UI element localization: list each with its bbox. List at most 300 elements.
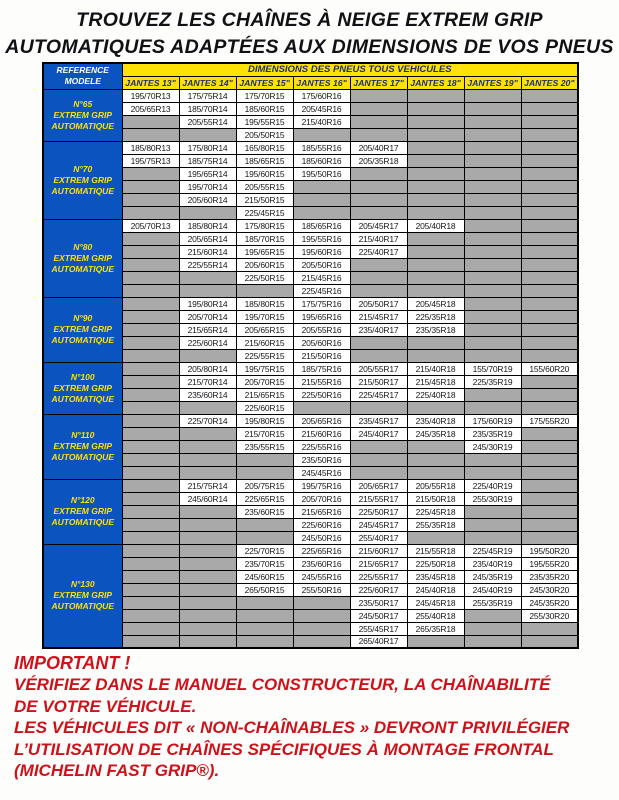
tire-size-cell: 225/45R18	[407, 505, 464, 518]
empty-cell	[122, 323, 179, 336]
warning-text	[14, 652, 614, 782]
tire-size-cell: 235/45R17	[350, 414, 407, 427]
model-cell	[43, 544, 122, 648]
tire-size-cell: 215/45R18	[407, 375, 464, 388]
empty-cell	[293, 635, 350, 648]
tire-size-cell: 215/70R15	[236, 427, 293, 440]
empty-cell	[350, 167, 407, 180]
tire-size-cell: 245/40R19	[464, 583, 521, 596]
tire-size-cell: 245/50R16	[293, 531, 350, 544]
tire-size-cell: 205/45R16	[293, 102, 350, 115]
tire-size-cell: 225/45R15	[236, 206, 293, 219]
table-row	[43, 89, 578, 102]
tire-size-cell: 215/65R14	[179, 323, 236, 336]
empty-cell	[464, 323, 521, 336]
warning-line-4: L’UTILISATION DE CHAÎNES SPÉCIFIQUES À MONTAGE FRONTAL	[14, 739, 554, 759]
empty-cell	[293, 180, 350, 193]
tire-size-cell: 205/80R14	[179, 362, 236, 375]
tire-size-cell: 185/55R16	[293, 141, 350, 154]
table-row	[43, 323, 578, 336]
warning-line-3: LES VÉHICULES DIT « NON-CHAÎNABLES » DEVRONT PRIVILÉGIER	[14, 718, 570, 737]
tire-size-cell: 225/65R16	[293, 544, 350, 557]
empty-cell	[407, 232, 464, 245]
model-cell	[43, 297, 122, 362]
tire-size-cell: 245/45R18	[407, 596, 464, 609]
tire-size-cell: 235/50R17	[350, 596, 407, 609]
empty-cell	[464, 245, 521, 258]
empty-cell	[122, 180, 179, 193]
empty-cell	[521, 635, 578, 648]
empty-cell	[464, 310, 521, 323]
empty-cell	[293, 609, 350, 622]
empty-cell	[179, 466, 236, 479]
empty-cell	[236, 596, 293, 609]
tire-size-cell: 245/35R20	[521, 596, 578, 609]
tire-table-body	[43, 89, 578, 648]
empty-cell	[122, 206, 179, 219]
empty-cell	[407, 401, 464, 414]
empty-cell	[122, 635, 179, 648]
empty-cell	[464, 167, 521, 180]
reference-header-line2: MODELE	[64, 76, 101, 87]
table-row	[43, 362, 578, 375]
empty-cell	[521, 167, 578, 180]
empty-cell	[521, 219, 578, 232]
table-header-row-2	[43, 76, 578, 89]
empty-cell	[407, 466, 464, 479]
empty-cell	[293, 206, 350, 219]
tire-size-cell: 235/55R15	[236, 440, 293, 453]
tire-size-cell: 195/60R16	[293, 245, 350, 258]
empty-cell	[521, 310, 578, 323]
tire-size-cell: 215/55R17	[350, 492, 407, 505]
empty-cell	[407, 167, 464, 180]
model-cell	[43, 414, 122, 479]
table-row	[43, 245, 578, 258]
model-number: N°110	[71, 430, 95, 440]
empty-cell	[122, 128, 179, 141]
tire-size-cell: 205/40R18	[407, 219, 464, 232]
tire-size-cell: 225/55R15	[236, 349, 293, 362]
empty-cell	[407, 89, 464, 102]
tire-size-cell: 215/50R16	[293, 349, 350, 362]
empty-cell	[521, 297, 578, 310]
table-row	[43, 596, 578, 609]
empty-cell	[293, 596, 350, 609]
empty-cell	[350, 206, 407, 219]
empty-cell	[122, 336, 179, 349]
warning-line-1: VÉRIFIEZ DANS LE MANUEL CONSTRUCTEUR, LA CHAÎNABILITÉ	[14, 675, 551, 694]
tire-size-cell: 235/40R19	[464, 557, 521, 570]
table-row	[43, 128, 578, 141]
model-cell	[43, 362, 122, 414]
tire-size-cell: 205/70R16	[293, 492, 350, 505]
tire-size-cell: 245/40R18	[407, 583, 464, 596]
table-row	[43, 518, 578, 531]
empty-cell	[521, 102, 578, 115]
empty-cell	[464, 115, 521, 128]
tire-size-cell: 205/55R15	[236, 180, 293, 193]
empty-cell	[407, 128, 464, 141]
empty-cell	[122, 115, 179, 128]
tire-size-cell: 195/75R16	[293, 479, 350, 492]
empty-cell	[464, 609, 521, 622]
tire-size-cell: 225/50R18	[407, 557, 464, 570]
tire-size-cell: 225/60R17	[350, 583, 407, 596]
tire-size-cell: 195/70R15	[236, 310, 293, 323]
tire-size-cell: 215/40R17	[350, 232, 407, 245]
empty-cell	[521, 622, 578, 635]
tire-size-cell: 225/70R14	[179, 414, 236, 427]
table-row	[43, 219, 578, 232]
empty-cell	[521, 492, 578, 505]
tire-size-cell: 235/35R18	[407, 323, 464, 336]
empty-cell	[179, 544, 236, 557]
empty-cell	[464, 180, 521, 193]
model-subtitle-1: EXTREM GRIP	[53, 441, 113, 451]
tire-size-cell: 255/30R20	[521, 609, 578, 622]
empty-cell	[464, 349, 521, 362]
empty-cell	[122, 622, 179, 635]
empty-cell	[350, 180, 407, 193]
tire-size-cell: 195/65R15	[236, 245, 293, 258]
empty-cell	[350, 258, 407, 271]
table-row	[43, 440, 578, 453]
table-row	[43, 492, 578, 505]
tire-size-cell: 205/45R17	[350, 219, 407, 232]
empty-cell	[122, 544, 179, 557]
empty-cell	[179, 557, 236, 570]
table-row	[43, 388, 578, 401]
empty-cell	[122, 453, 179, 466]
empty-cell	[521, 271, 578, 284]
tire-size-cell: 225/55R17	[350, 570, 407, 583]
tire-size-cell: 175/75R16	[293, 297, 350, 310]
empty-cell	[122, 570, 179, 583]
tire-size-cell: 225/50R16	[293, 388, 350, 401]
empty-cell	[122, 427, 179, 440]
tire-size-cell: 175/80R15	[236, 219, 293, 232]
tire-size-cell: 175/70R15	[236, 89, 293, 102]
empty-cell	[179, 505, 236, 518]
empty-cell	[122, 349, 179, 362]
tire-size-cell: 225/45R19	[464, 544, 521, 557]
page-title-line1: TROUVEZ LES CHAÎNES À NEIGE EXTREM GRIP	[76, 9, 543, 31]
tire-size-cell: 225/35R19	[464, 375, 521, 388]
tire-size-cell: 215/55R18	[407, 544, 464, 557]
empty-cell	[122, 284, 179, 297]
empty-cell	[122, 258, 179, 271]
table-row	[43, 453, 578, 466]
empty-cell	[407, 102, 464, 115]
tire-size-cell: 205/70R15	[236, 375, 293, 388]
empty-cell	[464, 89, 521, 102]
tire-size-cell: 205/45R18	[407, 297, 464, 310]
table-row	[43, 349, 578, 362]
tire-size-cell: 245/60R14	[179, 492, 236, 505]
tire-size-cell: 205/50R15	[236, 128, 293, 141]
table-row	[43, 583, 578, 596]
empty-cell	[179, 206, 236, 219]
table-row	[43, 310, 578, 323]
empty-cell	[407, 141, 464, 154]
tire-size-cell: 215/50R15	[236, 193, 293, 206]
tire-size-cell: 195/50R16	[293, 167, 350, 180]
table-row	[43, 102, 578, 115]
empty-cell	[521, 505, 578, 518]
tire-size-cell: 265/50R15	[236, 583, 293, 596]
tire-size-cell: 195/80R15	[236, 414, 293, 427]
table-row	[43, 206, 578, 219]
table-row	[43, 141, 578, 154]
empty-cell	[464, 258, 521, 271]
tire-size-cell: 205/40R17	[350, 141, 407, 154]
table-row	[43, 557, 578, 570]
empty-cell	[122, 245, 179, 258]
empty-cell	[122, 414, 179, 427]
empty-cell	[350, 401, 407, 414]
tire-size-cell: 185/60R15	[236, 102, 293, 115]
empty-cell	[293, 401, 350, 414]
empty-cell	[521, 284, 578, 297]
tire-size-cell: 175/80R14	[179, 141, 236, 154]
empty-cell	[122, 505, 179, 518]
empty-cell	[122, 310, 179, 323]
column-header-jantes-14: JANTES 14"	[179, 76, 236, 89]
model-number: N°70	[73, 163, 93, 174]
model-subtitle-1: EXTREM GRIP	[53, 590, 113, 601]
model-subtitle-1: EXTREM GRIP	[53, 382, 113, 393]
tire-size-cell: 195/65R16	[293, 310, 350, 323]
empty-cell	[179, 596, 236, 609]
empty-cell	[122, 375, 179, 388]
tire-size-cell: 205/60R14	[179, 193, 236, 206]
tire-size-cell: 245/40R17	[350, 427, 407, 440]
tire-size-cell: 205/55R18	[407, 479, 464, 492]
empty-cell	[350, 271, 407, 284]
tire-size-cell: 195/55R15	[236, 115, 293, 128]
table-row	[43, 193, 578, 206]
empty-cell	[407, 284, 464, 297]
empty-cell	[179, 622, 236, 635]
tire-size-cell: 215/60R14	[179, 245, 236, 258]
table-row	[43, 427, 578, 440]
empty-cell	[464, 518, 521, 531]
empty-cell	[464, 154, 521, 167]
tire-size-cell: 255/35R19	[464, 596, 521, 609]
empty-cell	[407, 271, 464, 284]
empty-cell	[407, 115, 464, 128]
model-subtitle-1: EXTREM GRIP	[53, 324, 113, 334]
empty-cell	[464, 232, 521, 245]
empty-cell	[464, 466, 521, 479]
empty-cell	[122, 297, 179, 310]
empty-cell	[464, 453, 521, 466]
table-row	[43, 271, 578, 284]
column-header-jantes-18: JANTES 18"	[407, 76, 464, 89]
empty-cell	[407, 635, 464, 648]
tire-size-cell: 155/70R19	[464, 362, 521, 375]
tire-size-cell: 215/50R17	[350, 375, 407, 388]
model-subtitle-1: EXTREM GRIP	[53, 252, 113, 263]
empty-cell	[179, 635, 236, 648]
empty-cell	[464, 622, 521, 635]
model-subtitle-2: AUTOMATIQUE	[51, 335, 114, 345]
table-row	[43, 180, 578, 193]
tire-size-cell: 205/65R15	[236, 323, 293, 336]
tire-size-cell: 185/75R14	[179, 154, 236, 167]
tire-size-cell: 205/50R17	[350, 297, 407, 310]
tire-size-cell: 255/40R18	[407, 609, 464, 622]
tire-size-cell: 205/70R13	[122, 219, 179, 232]
empty-cell	[122, 232, 179, 245]
tire-size-cell: 245/55R16	[293, 570, 350, 583]
tire-size-cell: 175/60R19	[464, 414, 521, 427]
empty-cell	[521, 206, 578, 219]
tire-size-cell: 235/35R20	[521, 570, 578, 583]
warning-line-2: DE VOTRE VÉHICULE.	[14, 696, 197, 716]
tire-size-cell: 205/65R17	[350, 479, 407, 492]
tire-size-cell: 195/65R14	[179, 167, 236, 180]
empty-cell	[236, 518, 293, 531]
tire-size-cell: 245/35R19	[464, 570, 521, 583]
empty-cell	[122, 388, 179, 401]
empty-cell	[464, 635, 521, 648]
tire-size-cell: 255/40R17	[350, 531, 407, 544]
table-row	[43, 167, 578, 180]
empty-cell	[521, 466, 578, 479]
model-cell	[43, 479, 122, 544]
tire-size-cell: 185/80R13	[122, 141, 179, 154]
empty-cell	[236, 622, 293, 635]
tire-size-cell: 235/60R16	[293, 557, 350, 570]
tire-size-cell: 225/55R14	[179, 258, 236, 271]
column-header-jantes-17: JANTES 17"	[350, 76, 407, 89]
model-subtitle-2: AUTOMATIQUE	[51, 120, 114, 131]
tire-size-cell: 245/35R18	[407, 427, 464, 440]
table-row	[43, 544, 578, 557]
empty-cell	[122, 596, 179, 609]
table-row	[43, 635, 578, 648]
tire-size-cell: 205/60R16	[293, 336, 350, 349]
empty-cell	[122, 466, 179, 479]
empty-cell	[350, 89, 407, 102]
empty-cell	[464, 505, 521, 518]
model-number: N°80	[73, 241, 93, 252]
tire-size-cell: 185/65R15	[236, 154, 293, 167]
tire-size-cell: 215/65R15	[236, 388, 293, 401]
empty-cell	[179, 583, 236, 596]
tire-size-cell: 225/60R15	[236, 401, 293, 414]
tire-size-cell: 235/40R17	[350, 323, 407, 336]
model-number: N°120	[70, 495, 95, 505]
table-row	[43, 297, 578, 310]
empty-cell	[179, 284, 236, 297]
empty-cell	[122, 583, 179, 596]
tire-size-cell: 205/65R13	[122, 102, 179, 115]
tire-size-cell: 225/35R18	[407, 310, 464, 323]
empty-cell	[179, 349, 236, 362]
empty-cell	[122, 531, 179, 544]
reference-modele-header	[43, 63, 122, 89]
column-header-jantes-20: JANTES 20"	[521, 76, 578, 89]
empty-cell	[122, 271, 179, 284]
tire-size-cell: 255/30R19	[464, 492, 521, 505]
tire-size-cell: 205/75R15	[236, 479, 293, 492]
tire-size-cell: 215/70R14	[179, 375, 236, 388]
tire-size-cell: 205/65R16	[293, 414, 350, 427]
empty-cell	[293, 622, 350, 635]
tire-size-cell: 205/55R16	[293, 323, 350, 336]
empty-cell	[179, 401, 236, 414]
tire-size-cell: 225/45R16	[293, 284, 350, 297]
empty-cell	[122, 401, 179, 414]
tire-size-cell: 195/55R16	[293, 232, 350, 245]
tire-size-cell: 245/30R19	[464, 440, 521, 453]
empty-cell	[521, 89, 578, 102]
empty-cell	[521, 154, 578, 167]
tire-size-cell: 185/65R16	[293, 219, 350, 232]
tire-size-cell: 215/55R16	[293, 375, 350, 388]
tire-size-cell: 215/45R17	[350, 310, 407, 323]
table-row	[43, 570, 578, 583]
empty-cell	[407, 440, 464, 453]
empty-cell	[236, 531, 293, 544]
tire-size-cell: 205/50R16	[293, 258, 350, 271]
empty-cell	[521, 258, 578, 271]
table-row	[43, 622, 578, 635]
column-header-jantes-15: JANTES 15"	[236, 76, 293, 89]
tire-size-cell: 195/70R14	[179, 180, 236, 193]
empty-cell	[521, 128, 578, 141]
empty-cell	[350, 115, 407, 128]
tire-size-cell: 225/50R15	[236, 271, 293, 284]
empty-cell	[521, 531, 578, 544]
model-subtitle-2: AUTOMATIQUE	[51, 263, 114, 274]
table-row	[43, 479, 578, 492]
tire-size-cell: 215/60R17	[350, 544, 407, 557]
empty-cell	[407, 206, 464, 219]
tire-size-cell: 205/55R17	[350, 362, 407, 375]
dimensions-header: DIMENSIONS DES PNEUS TOUS VEHICULES	[122, 63, 578, 76]
table-row	[43, 115, 578, 128]
tire-size-cell: 235/60R15	[236, 505, 293, 518]
tire-size-cell: 235/60R14	[179, 388, 236, 401]
empty-cell	[407, 180, 464, 193]
tire-size-cell: 185/70R14	[179, 102, 236, 115]
tire-size-cell: 205/35R18	[350, 154, 407, 167]
tire-size-cell: 155/60R20	[521, 362, 578, 375]
empty-cell	[521, 479, 578, 492]
empty-cell	[464, 297, 521, 310]
empty-cell	[179, 453, 236, 466]
empty-cell	[464, 102, 521, 115]
empty-cell	[407, 193, 464, 206]
tire-size-cell: 185/70R15	[236, 232, 293, 245]
empty-cell	[350, 440, 407, 453]
empty-cell	[464, 193, 521, 206]
empty-cell	[236, 284, 293, 297]
model-subtitle-2: AUTOMATIQUE	[51, 393, 114, 404]
tire-size-cell: 265/35R18	[407, 622, 464, 635]
table-row	[43, 609, 578, 622]
empty-cell	[122, 479, 179, 492]
empty-cell	[521, 427, 578, 440]
tire-size-cell: 225/60R14	[179, 336, 236, 349]
table-row	[43, 258, 578, 271]
tire-size-cell: 225/60R16	[293, 518, 350, 531]
tire-size-cell: 215/40R16	[293, 115, 350, 128]
